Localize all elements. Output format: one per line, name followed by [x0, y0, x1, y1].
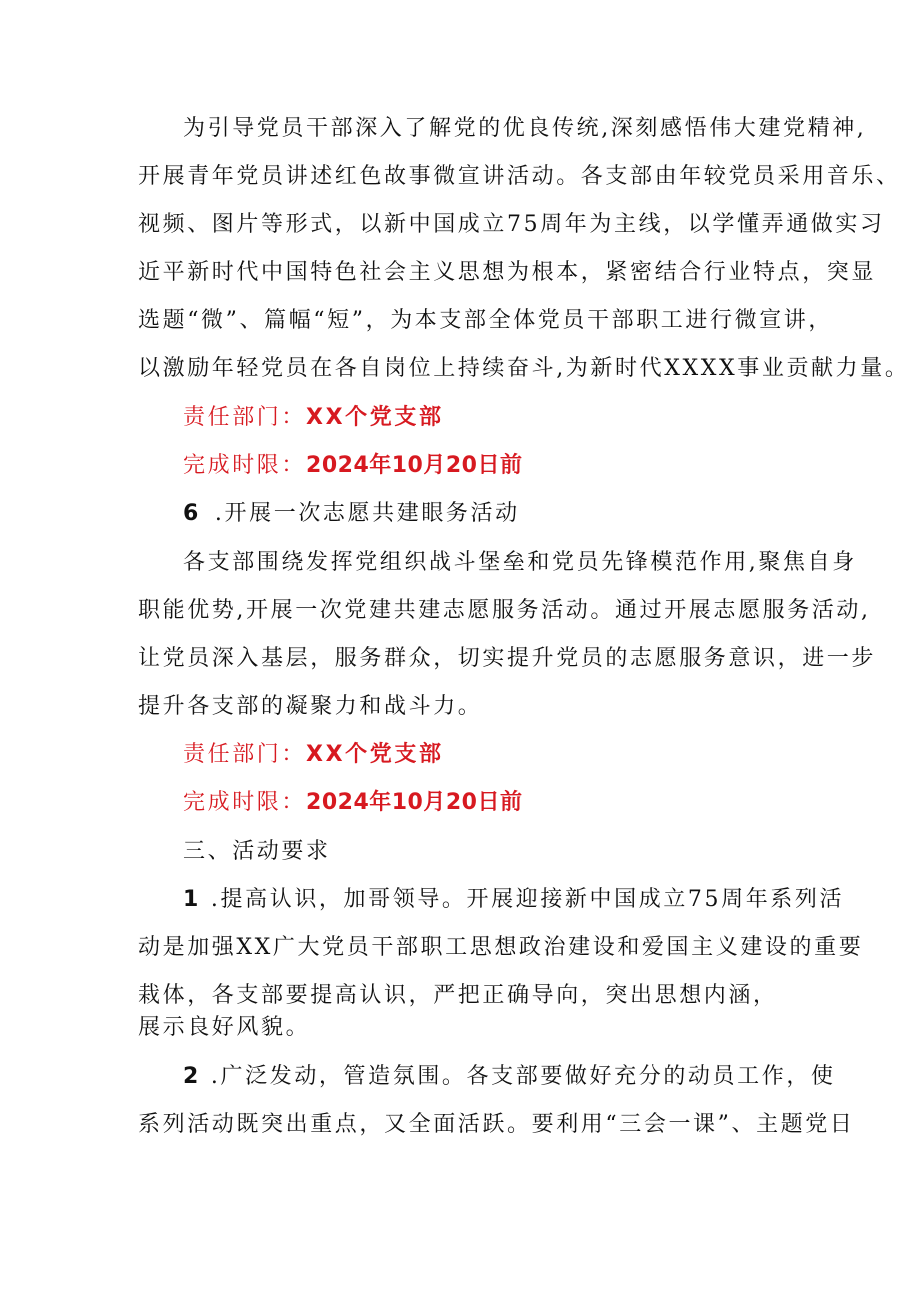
responsible-department [183, 740, 843, 770]
item-text: .广泛发动，管造氛围。各支部要做好充分的动员工作，使 [210, 1064, 836, 1089]
paragraph-line: 系列活动既突出重点，又全面活跃。要利用“三会一课”、主题党日 [138, 1112, 855, 1137]
paragraph-line: 让党员深入基层，服务群众，切实提升党员的志愿服务意识，进一步 [138, 646, 877, 671]
paragraph-line: 选题“微”、篇幅“短”，为本支部全体党员干部职工进行微宣讲， [138, 308, 833, 333]
part-heading: 三、活动要求 [183, 839, 331, 864]
paragraph-line: 视频、图片等形式，以新中国成立75周年为主线，以学懂弄通做实习 [138, 212, 885, 237]
deadline-value: 2024年10月20日前 [306, 453, 523, 478]
deadline-label: 完成时限： [183, 453, 307, 478]
item-text: .提高认识，加哥领导。开展迎接新中国成立75周年系列活 [210, 887, 845, 912]
paragraph-line: 以激励年轻党员在各自岗位上持续奋斗,为新时代XXXX事业贡献力量。 [138, 356, 910, 381]
responsible-label: 责任部门： [183, 742, 307, 767]
deadline-value: 2024年10月20日前 [306, 790, 523, 815]
paragraph-line: 栽体，各支部要提高认识，严把正确导向，突出思想内涵， [138, 983, 778, 1008]
paragraph-line: 展示良好风貌。 [138, 1015, 311, 1040]
responsible-value: XX个党支部 [306, 405, 444, 430]
paragraph-line: 职能优势,开展一次党建共建志愿服务活动。通过开展志愿服务活动, [138, 598, 871, 623]
paragraph-line: 开展青年党员讲述红色故事微宣讲活动。各支部由年较党员采用音乐、 [138, 164, 901, 189]
section-title: .开展一次志愿共建眼务活动 [214, 501, 520, 526]
deadline [183, 451, 843, 481]
paragraph-line: 为引导党员干部深入了解党的优良传统,深刻感悟伟大建党精神, [183, 116, 867, 141]
paragraph-line: 近平新时代中国特色社会主义思想为根本，紧密结合行业特点，突显 [138, 260, 877, 285]
deadline-label: 完成时限： [183, 790, 307, 815]
responsible-value: XX个党支部 [306, 742, 444, 767]
section-heading [183, 499, 843, 529]
paragraph-line: 提升各支部的凝聚力和战斗力。 [138, 694, 483, 719]
list-item [183, 1062, 843, 1092]
responsible-department [183, 403, 843, 433]
deadline [183, 788, 843, 818]
list-item [183, 885, 843, 915]
paragraph-line: 动是加强XX广大党员干部职工思想政治建设和爱国主义建设的重要 [138, 935, 864, 960]
item-number: 2 [183, 1064, 201, 1089]
responsible-label: 责任部门： [183, 405, 307, 430]
item-number: 1 [183, 887, 201, 912]
section-number: 6 [183, 501, 201, 526]
paragraph-line: 各支部围绕发挥党组织战斗堡垒和党员先锋模范作用,聚焦自身 [183, 550, 857, 575]
